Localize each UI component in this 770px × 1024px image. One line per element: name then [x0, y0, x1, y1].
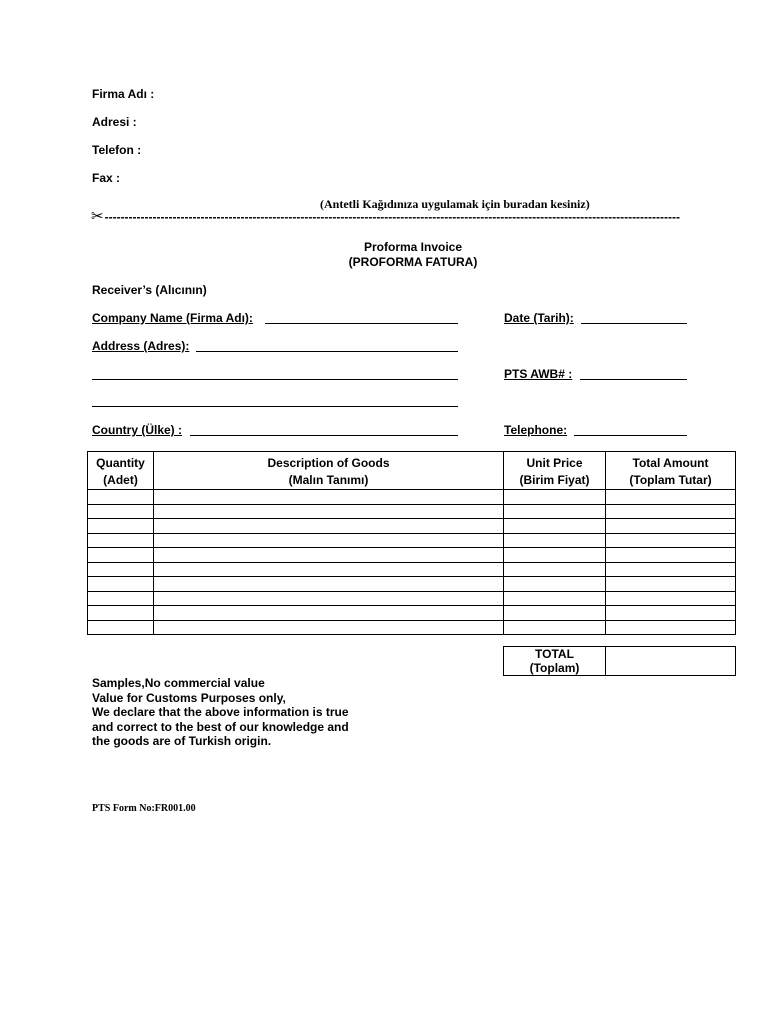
- table-cell[interactable]: [504, 606, 606, 621]
- total-label-tr: (Toplam): [529, 661, 580, 675]
- table-cell[interactable]: [504, 490, 606, 505]
- table-cell[interactable]: [154, 562, 504, 577]
- col-header-malin-tanimi: (Malın Tanımı): [154, 471, 504, 490]
- address-field-2[interactable]: [92, 379, 458, 380]
- table-cell[interactable]: [606, 490, 736, 505]
- table-cell[interactable]: [606, 548, 736, 563]
- title-line2: (PROFORMA FATURA): [348, 255, 478, 269]
- date-field[interactable]: [581, 323, 687, 324]
- address-field-1[interactable]: [196, 351, 458, 352]
- table-row: [88, 591, 736, 606]
- table-row: [88, 606, 736, 621]
- country-field[interactable]: [190, 435, 458, 436]
- declaration-line: the goods are of Turkish origin.: [92, 734, 272, 748]
- table-cell[interactable]: [154, 504, 504, 519]
- firma-adi-label: Firma Adı :: [92, 87, 155, 101]
- total-label-en: TOTAL: [535, 647, 574, 661]
- table-cell[interactable]: [606, 533, 736, 548]
- table-cell[interactable]: [88, 606, 154, 621]
- adresi-label: Adresi :: [92, 115, 137, 129]
- table-cell[interactable]: [154, 606, 504, 621]
- col-header-birim-fiyat: (Birim Fiyat): [504, 471, 606, 490]
- table-row: [88, 620, 736, 635]
- col-header-description: Description of Goods: [154, 452, 504, 472]
- company-name-field[interactable]: [265, 323, 458, 324]
- table-cell[interactable]: [154, 490, 504, 505]
- goods-table: [87, 451, 736, 635]
- total-value-cell[interactable]: [606, 647, 735, 675]
- table-cell[interactable]: [154, 548, 504, 563]
- declaration-line: and correct to the best of our knowledge and: [92, 719, 349, 734]
- table-cell[interactable]: [154, 519, 504, 534]
- table-cell[interactable]: [88, 577, 154, 592]
- table-row: [88, 490, 736, 505]
- form-number: PTS Form No:FR001.00: [92, 803, 196, 814]
- col-header-adet: (Adet): [88, 471, 154, 490]
- table-cell[interactable]: [504, 519, 606, 534]
- table-cell[interactable]: [504, 591, 606, 606]
- table-cell[interactable]: [88, 591, 154, 606]
- table-header-row-tr: [88, 471, 736, 490]
- table-cell[interactable]: [606, 519, 736, 534]
- table-cell[interactable]: [154, 591, 504, 606]
- table-row: [88, 519, 736, 534]
- telephone-field[interactable]: [574, 435, 687, 436]
- col-header-total-amount: Total Amount: [606, 452, 736, 472]
- cut-line-row: [91, 210, 681, 226]
- total-label: [504, 647, 606, 675]
- table-cell[interactable]: [606, 504, 736, 519]
- col-header-unit-price: Unit Price: [504, 452, 606, 472]
- table-row: [88, 577, 736, 592]
- table-cell[interactable]: [606, 606, 736, 621]
- table-cell[interactable]: [504, 562, 606, 577]
- table-cell[interactable]: [504, 577, 606, 592]
- table-row: [88, 533, 736, 548]
- address-field-3[interactable]: [92, 406, 458, 407]
- col-header-toplam-tutar: (Toplam Tutar): [606, 471, 736, 490]
- telefon-label: Telefon :: [92, 143, 142, 157]
- table-row: [88, 504, 736, 519]
- table-cell[interactable]: [154, 620, 504, 635]
- cut-instruction: (Antetli Kağıdınıza uygulamak için buradan kesiniz): [320, 197, 590, 211]
- declaration-line: Value for Customs Purposes only,: [92, 690, 286, 705]
- table-cell[interactable]: [606, 577, 736, 592]
- total-box: [503, 646, 736, 676]
- address-label: Address (Adres):: [92, 339, 190, 353]
- table-cell[interactable]: [88, 548, 154, 563]
- table-cell[interactable]: [88, 490, 154, 505]
- date-label: Date (Tarih):: [504, 311, 574, 325]
- table-cell[interactable]: [606, 620, 736, 635]
- title-line1: Proforma Invoice: [363, 240, 463, 254]
- table-cell[interactable]: [504, 620, 606, 635]
- declaration-block: [92, 676, 349, 749]
- table-cell[interactable]: [606, 591, 736, 606]
- cut-line: ------------------------------------------------------------------------------------------------------------------------------------------------: [104, 210, 681, 224]
- table-cell[interactable]: [88, 533, 154, 548]
- telephone-label: Telephone:: [504, 423, 568, 437]
- table-cell[interactable]: [504, 504, 606, 519]
- table-cell[interactable]: [88, 504, 154, 519]
- table-cell[interactable]: [504, 533, 606, 548]
- table-header-row-en: [88, 452, 736, 472]
- table-cell[interactable]: [154, 533, 504, 548]
- table-cell[interactable]: [154, 577, 504, 592]
- declaration-line: Samples,No commercial value: [92, 676, 265, 690]
- country-label: Country (Ülke) :: [92, 423, 182, 437]
- fax-label: Fax :: [92, 171, 121, 185]
- awb-label: PTS AWB# :: [504, 367, 573, 381]
- awb-field[interactable]: [580, 379, 687, 380]
- col-header-quantity: Quantity: [88, 452, 154, 472]
- table-row: [88, 562, 736, 577]
- table-row: [88, 548, 736, 563]
- declaration-line: We declare that the above information is true: [92, 705, 349, 719]
- company-name-label: Company Name (Firma Adı):: [92, 311, 253, 325]
- table-cell[interactable]: [88, 519, 154, 534]
- table-cell[interactable]: [88, 620, 154, 635]
- table-cell[interactable]: [504, 548, 606, 563]
- table-cell[interactable]: [88, 562, 154, 577]
- scissors-icon: ✂: [91, 210, 104, 225]
- receiver-heading: Receiver’s (Alıcının): [92, 283, 207, 297]
- table-cell[interactable]: [606, 562, 736, 577]
